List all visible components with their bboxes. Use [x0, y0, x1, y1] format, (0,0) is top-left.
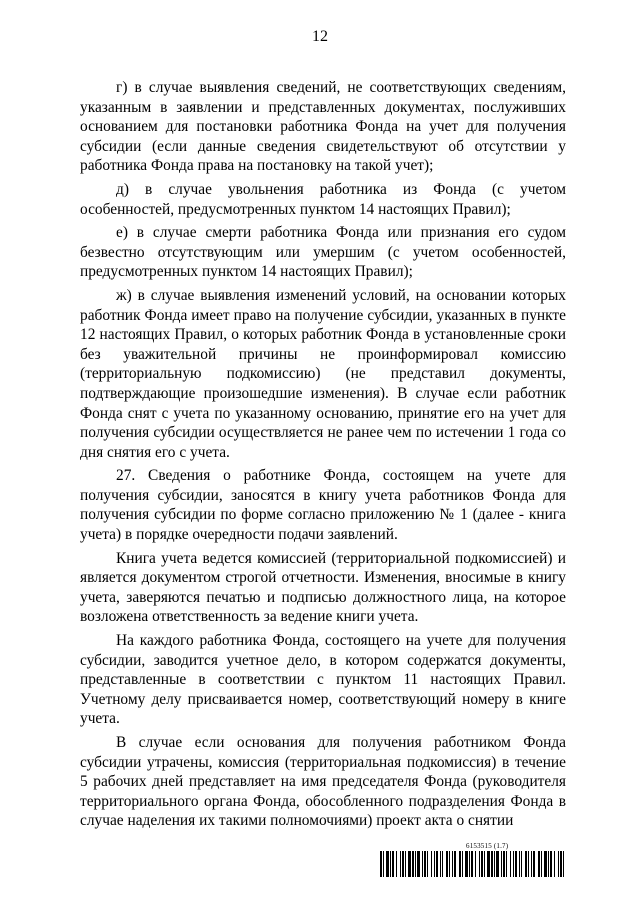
paragraph-e: е) в случае смерти работника Фонда или признания его судом безвестно отсутствующим или умершим (с учетом особенностей, предусмотренных пунктом 14 настоящих Правил);	[80, 224, 566, 281]
document-code: 6153515 (1.7)	[466, 842, 509, 850]
paragraph-removal: В случае если основания для получения работником Фонда субсидии утрачены, комиссия (территориальная подкомиссия) в течение 5 рабочих дней представляет на имя председателя Фонда (руководителя территориального органа Фонда, обособленного подразделения Фонда в случае наделения их такими полномочиями) проект акта о снятии	[80, 734, 566, 830]
paragraph-d: д) в случае увольнения работника из Фонда (с учетом особенностей, предусмотренных пунктом 14 настоящих Правил);	[80, 180, 566, 218]
paragraph-g: г) в случае выявления сведений, не соответствующих сведениям, указанным в заявлении и представленных документах, послуживших основанием для постановки работника Фонда на учет для получения субсидии (если данные сведения свидетельствуют об отсутствии у работника Фонда права на постановку на такой учет);	[80, 79, 566, 175]
paragraph-zh: ж) в случае выявления изменений условий, на основании которых работник Фонда имеет право на получение субсидии, указанных в пункте 12 настоящих Правил, о которых работник Фонда в установленные сроки без уважительной причины не проинформировал комиссию (территориальную подкомиссию) (не представил документы, подтверждающие произошедшие изменения). В случае если работник Фонда снят с учета по указанному основанию, принятие его на учет для получения субсидии осуществляется не ранее чем по истечении 1 года со дня снятия его с учета.	[80, 286, 566, 461]
paragraph-27: 27. Сведения о работнике Фонда, состоящем на учете для получения субсидии, заносятся в книгу учета работников Фонда для получения субсидии по форме согласно приложению № 1 (далее - книга учета) в порядке очередности подачи заявлений.	[80, 467, 566, 544]
document-body	[80, 78, 566, 835]
barcode-icon	[380, 851, 566, 877]
paragraph-file: На каждого работника Фонда, состоящего на учете для получения субсидии, заводится учетное дело, в котором содержатся документы, представленные в соответствии с пунктом 11 настоящих Правил. Учетному делу присваивается номер, соответствующий номеру в книге учета.	[80, 632, 566, 728]
page-number: 12	[312, 28, 328, 45]
paragraph-book: Книга учета ведется комиссией (территориальной подкомиссией) и является документом строгой отчетности. Изменения, вносимые в книгу учета, заверяются печатью и подписью должностного лица, на которое возложена ответственность за ведение книги учета.	[80, 549, 566, 626]
